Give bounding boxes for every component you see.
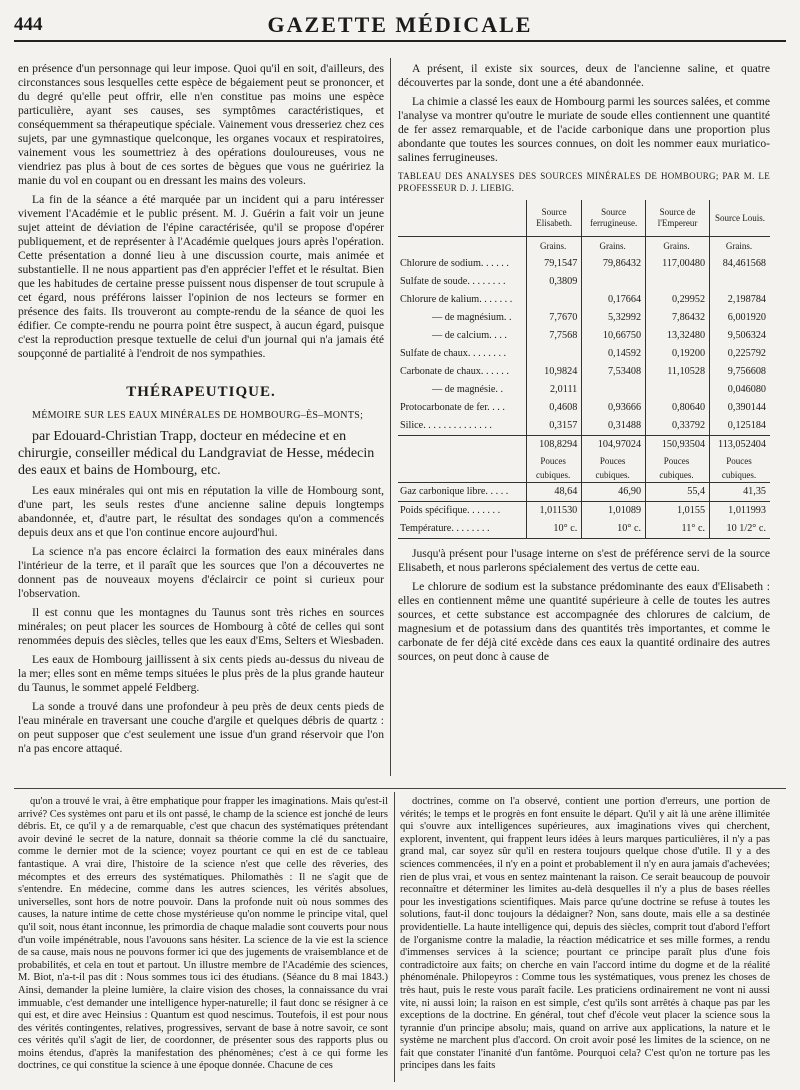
table-row <box>398 520 770 539</box>
row-label: — de magnésium. . <box>432 312 512 323</box>
table-cell: 0,046080 <box>710 381 770 399</box>
table-cell: 0,14592 <box>582 345 646 363</box>
row-label: Chlorure de sodium. . . . . . <box>400 258 509 269</box>
memo-title: MÉMOIRE SUR LES EAUX MINÉRALES DE HOMBOURG–ÈS–MONTS; <box>32 410 364 421</box>
unit-label: Pouces cubiques. <box>527 454 582 483</box>
column-divider-bottom <box>394 792 395 1082</box>
table-cell: 10° c. <box>582 520 646 539</box>
table-row <box>398 309 770 327</box>
unit-label: Grains. <box>582 237 646 256</box>
table-cell <box>646 273 710 291</box>
table-cell: 0,33792 <box>646 417 710 436</box>
table-row <box>398 381 770 399</box>
row-label <box>398 436 527 455</box>
column-divider <box>390 58 391 776</box>
table-cell: 79,86432 <box>582 255 646 273</box>
table-cell: 10 1/2° c. <box>710 520 770 539</box>
table-cell <box>582 273 646 291</box>
bottom-right-column <box>400 796 770 1073</box>
table-cell: 0,390144 <box>710 399 770 417</box>
table-cell: 2,198784 <box>710 291 770 309</box>
table-cell: 7,7670 <box>527 309 582 327</box>
table-cell <box>527 291 582 309</box>
paragraph: Le chlorure de sodium est la substance prédominante des eaux d'Elisabeth : elles en contiennent même une quantité supérieure à celle de toutes les autres sources, et cette substance est accompagnée des chlorures de calcium, de magnesium et de potassium dans des quantités très importantes, et comme le carbonate de fer déjà cité excède dans ces eaux la quantité ordinaire des autres sources, on peut donc à cause de <box>398 580 770 663</box>
table-row <box>398 345 770 363</box>
table-caption: TABLEAU DES ANALYSES DES SOURCES MINÉRALES DE HOMBOURG; PAR M. LE PROFESSEUR D. J. LIEBIG. <box>398 171 770 193</box>
row-label: Protocarbonate de fer. . . . <box>400 402 505 413</box>
table-cell <box>710 273 770 291</box>
table-cell <box>527 345 582 363</box>
table-row <box>398 255 770 273</box>
table-cell: 108,8294 <box>527 436 582 455</box>
table-cell: 46,90 <box>582 483 646 502</box>
row-label: Poids spécifique. . . . . . . <box>398 502 527 521</box>
paragraph: doctrines, comme on l'a observé, contient une portion d'erreurs, une portion de vérités; le temps et le progrès en font ensuite le départ. Qu'il y ait là une arène illimitée qui s'ouvre aux intelligences supérieures, aux imaginations vives qui cherchent, explorent, inventent, qui frappent leurs idées à leurs marques particulières, il n'y a pas grand mal, car soyez sûr qu'il en restera toujours quelque chose d'utile. Il y a des sciences commencées, il n'y en a point et probablement il n'y en aura jamais d'achevées; rien de plus vrai, et vous en sentez maintenant la raison. Ce serait beaucoup de pouvoir reconnaître et déterminer les limites au-delà desquelles il n'y a plus de bases réelles pour les investigations scientifiques. Mais parce qu'une doctrine se refuse à toutes les solutions, faut-il donc toujours la dédaigner? Non, sans doute, mais elle a sa destinée providentielle. La haute intelligence qui, depuis des siècles, comprit tout d'abord l'effort de l'organisme contre la maladie, la réaction médicatrice et ses mille formes, a rendu d'immenses services à la science; pourtant ce principe paraît plus d'une fois contradictoire aux faits; on cherche en vain l'accord intime du dogme et de la réalité phénoménale. Philopeyros : Comme tous les systématiques, vous prenez les choses de très haut, puis le reste vous paraît facile. Les praticiens ordinairement ne vont ni aussi vite, ni aussi loin; la raison en est simple, c'est qu'ils sont arrêtés à chaque pas par les exceptions de la doctrine. En général, tout chef d'école veut placer la science sous la tyrannie d'un principe absolu; mais, quand on arrive aux applications, la nature et le système ne marchent plus d'accord. On croit avoir posé les limites de la science, on ne fait que constater l'inanité d'un fantôme. Pourquoi cela? C'est qu'on ne torture pas les principes dans les faits <box>400 796 770 1072</box>
unit-label: Pouces cubiques. <box>582 454 646 483</box>
table-cell: 7,86432 <box>646 309 710 327</box>
table-cell: 48,64 <box>527 483 582 502</box>
unit-label: Grains. <box>646 237 710 256</box>
table-cell <box>582 381 646 399</box>
row-label: Chlorure de kalium. . . . . . . <box>400 294 513 305</box>
table-cell: 1,011993 <box>710 502 770 521</box>
table-cell: 9,506324 <box>710 327 770 345</box>
table-cell: 0,31488 <box>582 417 646 436</box>
row-label: Température. . . . . . . . <box>398 520 527 539</box>
row-label: Sulfate de soude. . . . . . . . <box>400 276 506 287</box>
unit-label: Pouces cubiques. <box>710 454 770 483</box>
paragraph: qu'on a trouvé le vrai, à être emphatique pour frapper les imaginations. Mais qu'est-il arrivé? Ces systèmes ont paru et ils ont passé, le champ de la science est jonché de leurs débris. Et, ce qu'il y a de remarquable, c'est que chacun des systématiques prétendant avoir deviné le secret de la nature, donnait sa théorie comme la clé du sanctuaire, comme le dernier mot de la science; voyez pourtant ce qui en est de ce tableau fantastique. A vrai dire, l'histoire de la science n'est que celle des rêveries, des mécomptes et des erreurs des systématiques. Philomathès : Il ne s'agit que de s'entendre. En médecine, comme dans les autres sciences, les vérités absolues, universelles, sont hors de notre pouvoir. Dans la profonde nuit où nous sommes des causes, la nature intime de cette chose mystérieuse qu'on nomme le principe vital, quel qu'il soit, nous étant inconnue, les primordia de chaque maladie sont couverts pour nous d'un voile impénétrable, nous l'avouons sans hésiter. La science de la vie est la science de sa cause, mais nous ne pouvons former ici que des jugements de vraisemblance et de probabilités, et cela en tout et partout. Un illustre membre de l'Académie des sciences, M. Biot, n'a-t-il pas dit : Nous sommes tous ici des étudians. (Séance du 8 mai 1843.) Ainsi, demander la pleine lumière, la claire vision des choses, la connaissance du vrai immuable, c'est demander une intelligence hyper-naturelle; il faut donc se résigner à ce qui est, et dire avec Heinsius : Quantum est quod nescimus. Toutefois, il est pour nous des vérités contingentes, relatives, progressives, servant de base à notre savoir, ce sont ces vérités qu'il s'agit de lier, de coordonner, de présenter sous des rapports plus ou moins étendus, d'après la manifestation des phénomènes; c'est à ce qui forme les doctrines, ce qui constitue la science à une époque donnée. Chacune de ces <box>18 796 388 1072</box>
table-cell: 0,19200 <box>646 345 710 363</box>
row-label: — de calcium. . . . <box>432 330 507 341</box>
bottom-left-column <box>18 796 388 1073</box>
table-row <box>398 399 770 417</box>
column-header: Source ferrugineuse. <box>582 200 646 237</box>
table-cell: 1,01089 <box>582 502 646 521</box>
page-number: 444 <box>14 14 43 35</box>
row-label: Sulfate de chaux. . . . . . . . <box>400 348 507 359</box>
table-row <box>398 454 770 483</box>
paragraph: La fin de la séance a été marquée par un incident qui a paru intéresser vivement l'Académie et le public présent. M. J. Guérin a fait voir un jeune sujet atteint de déviation de l'épine caractérisée, qu'il se propose d'opérer publiquement, et de représenter à l'Académie quelques jours après l'opération. Cette présentation a donné lieu à une discussion courte, mais animée et substantielle. Il ne nous appartient pas d'en apprécier l'effet et le résultat. Bien que les habitudes de certaine presse puissent nous dispenser de tout scrupule à cet égard, nous préférons laisser l'opinion de nos lecteurs se former en présence des faits. Ils trouveront au compte-rendu de la séance de quoi les édifier. Ce compte-rendu ne pourra point être suspect, à aucun égard, puisque c'est la reproduction presque textuelle de celui d'un journal qui n'a jamais été soupçonné de partialité à l'endroit de nos sympathies. <box>18 193 384 360</box>
table-row <box>398 291 770 309</box>
table-cell: 0,93666 <box>582 399 646 417</box>
table-cell: 11,10528 <box>646 363 710 381</box>
table-row <box>398 502 770 521</box>
table-cell: 104,97024 <box>582 436 646 455</box>
paragraph: A présent, il existe six sources, deux de l'ancienne saline, et quatre découvertes par la sonde, dont une a été abandonnée. <box>398 62 770 89</box>
table-cell: 0,3809 <box>527 273 582 291</box>
table-cell: 0,29952 <box>646 291 710 309</box>
analysis-table <box>398 200 770 539</box>
paragraph: La chimie a classé les eaux de Hombourg parmi les sources salées, et comme l'analyse va montrer qu'outre le muriate de soude elles contiennent une quantité de fer assez remarquable, et de l'acide carbonique dans une proportion plus abondante que toutes les sources connues, on doit les nommer eaux muriatico-salines ferrugineuses. <box>398 95 770 164</box>
table-cell: 10° c. <box>527 520 582 539</box>
paragraph: La sonde a trouvé dans une profondeur à peu près de deux cents pieds de l'eau minérale en traversant une couche d'argile et quelques débris de quartz : on peut supposer que c'est seulement une issue d'un grand réservoir que l'on n'a pas encore attaqué. <box>18 700 384 755</box>
paragraph: Il est connu que les montagnes du Taunus sont très riches en sources minérales; on peut placer les sources de Hombourg à côté de celles qui sont renommées depuis des siècles, telles que les eaux d'Ems, Selters et Wiesbaden. <box>18 606 384 647</box>
table-corner <box>398 200 527 237</box>
paragraph: Les eaux minérales qui ont mis en réputation la ville de Hombourg sont, d'une part, les seuls restes d'une ancienne saline depuis longtemps abandonnée, et, d'autre part, le résultat des sondages qu'on a commencés depuis deux ans et que l'on continue encore aujourd'hui. <box>18 484 384 539</box>
section-title: THÉRAPEUTIQUE. <box>126 384 276 400</box>
table-cell: 0,125184 <box>710 417 770 436</box>
left-column <box>18 62 384 761</box>
row-label: Gaz carbonique libre. . . . . <box>398 483 527 502</box>
table-cell: 79,1547 <box>527 255 582 273</box>
table-cell: 1,011530 <box>527 502 582 521</box>
horizontal-rule <box>14 788 786 789</box>
table-cell: 0,4608 <box>527 399 582 417</box>
unit-label: Grains. <box>710 237 770 256</box>
paragraph: en présence d'un personnage qui leur impose. Quoi qu'il en soit, d'ailleurs, des circonstances sous lesquelles cette espèce de bégaiement peut se prononcer, et du degré qu'elle peut offrir, elle n'en constitue pas moins une espèce particulière, ayant ses causes, ses symptômes caractéristiques, et conséquemment sa thérapeutique spéciale. Vainement vous dresseriez chez ces sujets, par une gymnastique quelconque, les organes vocaux et respiratoires, vainement vous les soumettriez à des opérations douloureuses, vous ne viendriez pas plus à bout de ces sortes de bègues que vous ne guéririez la manie du vol en coupant ou en dressant les mains des voleurs. <box>18 62 384 187</box>
table-cell: 113,052404 <box>710 436 770 455</box>
table-cell: 9,756608 <box>710 363 770 381</box>
table-cell: 10,9824 <box>527 363 582 381</box>
table-cell: 0,80640 <box>646 399 710 417</box>
table-cell: 0,17664 <box>582 291 646 309</box>
column-header: Source Elisabeth. <box>527 200 582 237</box>
table-cell: 117,00480 <box>646 255 710 273</box>
table-row <box>398 417 770 436</box>
table-cell: 1,0155 <box>646 502 710 521</box>
row-label: Carbonate de chaux. . . . . . <box>400 366 509 377</box>
table-row <box>398 483 770 502</box>
table-cell: 0,225792 <box>710 345 770 363</box>
journal-title: GAZETTE MÉDICALE <box>267 12 533 37</box>
table-cell: 55,4 <box>646 483 710 502</box>
table-cell: 2,0111 <box>527 381 582 399</box>
table-cell: 0,3157 <box>527 417 582 436</box>
paragraph: La science n'a pas encore éclairci la formation des eaux minérales dans l'intérieur de la terre, et il paraît que les sources que l'on a découvertes ne donnent pas de nouveaux moyens d'éclaircir ce point si curieux pour l'observation. <box>18 545 384 600</box>
right-column <box>398 62 770 669</box>
table-cell: 13,32480 <box>646 327 710 345</box>
paragraph: Jusqu'à présent pour l'usage interne on s'est de préférence servi de la source Elisabeth, et nous parlerons spécialement des vertus de cette eau. <box>398 547 770 574</box>
paragraph: Les eaux de Hombourg jaillissent à six cents pieds au-dessus du niveau de la mer; elles sont en même temps situées le plus près de la plus grande hauteur du Taunus, le sommet appelé Feldberg. <box>18 653 384 694</box>
column-header: Source de l'Empereur <box>646 200 710 237</box>
page-header <box>14 12 786 42</box>
row-label <box>398 454 527 483</box>
table-row <box>398 363 770 381</box>
table-cell: 5,32992 <box>582 309 646 327</box>
table-row <box>398 436 770 455</box>
table-cell: 10,66750 <box>582 327 646 345</box>
table-cell: 7,7568 <box>527 327 582 345</box>
table-cell: 41,35 <box>710 483 770 502</box>
row-label: Silice. . . . . . . . . . . . . . <box>400 420 492 431</box>
unit-label: Grains. <box>527 237 582 256</box>
table-cell: 150,93504 <box>646 436 710 455</box>
table-row <box>398 327 770 345</box>
table-cell: 6,001920 <box>710 309 770 327</box>
table-cell: 11° c. <box>646 520 710 539</box>
row-label: — de magnésie. . <box>432 384 504 395</box>
column-header: Source Louis. <box>710 200 770 237</box>
table-row <box>398 273 770 291</box>
unit-label: Pouces cubiques. <box>646 454 710 483</box>
table-cell: 84,461568 <box>710 255 770 273</box>
table-cell: 7,53408 <box>582 363 646 381</box>
table-cell <box>646 381 710 399</box>
memo-author: par Edouard-Christian Trapp, docteur en médecine et en chirurgie, conseiller médical du Landgraviat de Hesse, médecin des eaux et bains de Hombourg, etc. <box>18 429 375 478</box>
